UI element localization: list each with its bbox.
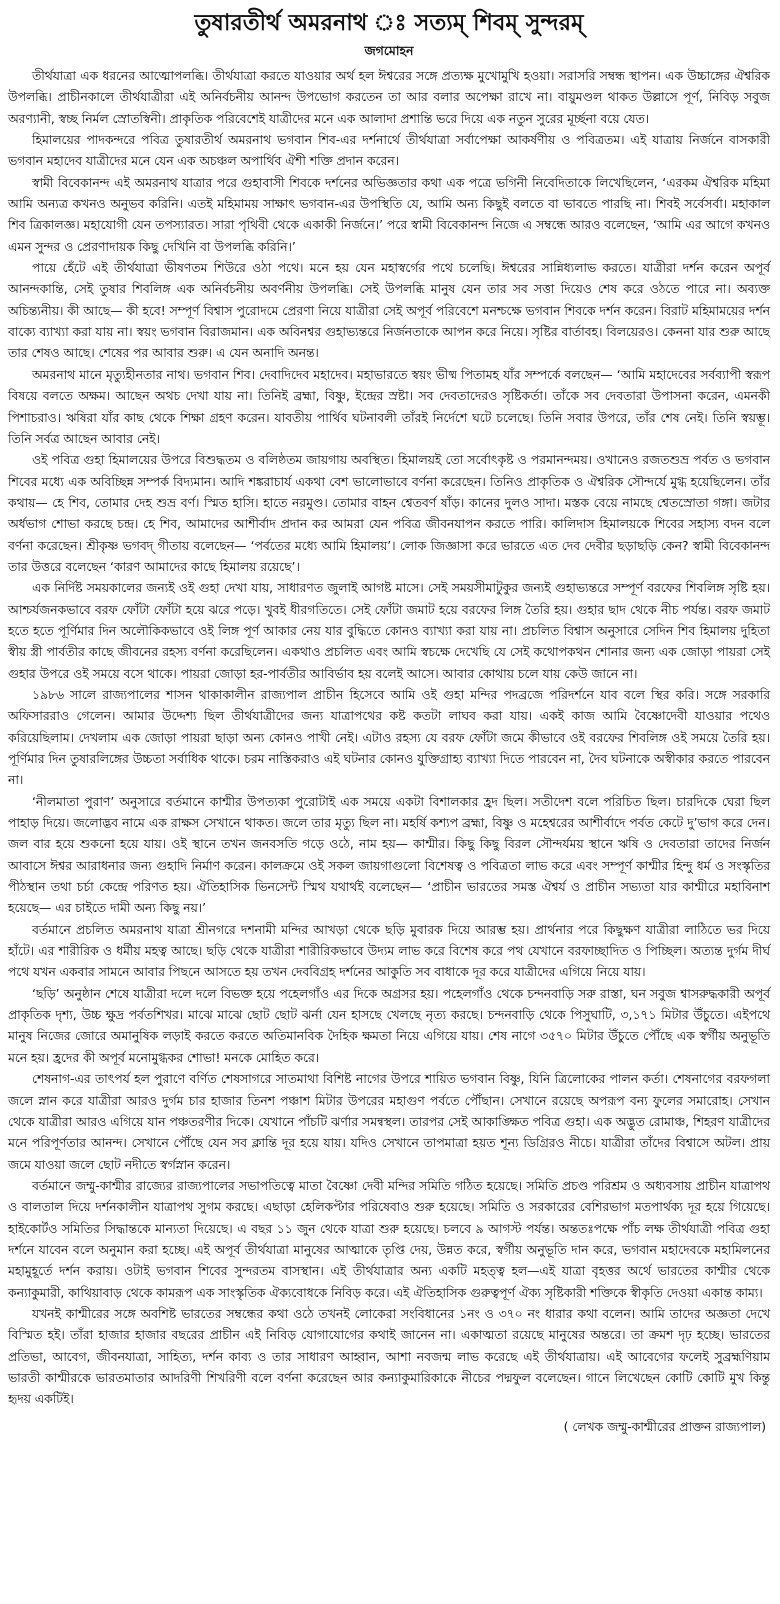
article-paragraph: বর্তমানে জম্মু-কাশ্মীর রাজ্যের রাজ্যপালের সভাপতিত্বে মাতা বৈষ্ণো দেবী মন্দির সমিতি গঠিত হয়েছে। সমিতি প্রচণ্ড পরিশ্রম ও অধ্যবসায় প্রাচীন যাত্রাপথ ও বালতাল দিয়ে দর্শনকালীন যাত্রাপথ সুগম করছে। এছাড়া হেলিকপ্টার পরিষেবাও শুরু হয়েছে। সমিতি ও সরকারের বেশিরভাগ মতপার্থক্য দূর হয়ে গিয়েছে। হাইকোর্টও সমিতির সিদ্ধান্তকে মান্যতা দিয়েছে। এ বছর ১১ জুন থেকে যাত্রা শুরু হয়েছে। চলবে ৯ আগস্ট পর্যন্ত। অন্ততঃপক্ষে পাঁচ লক্ষ তীর্থযাত্রী পবিত্র গুহা দর্শনে যাবেন বলে অনুমান করা হচ্ছে। এই অপূর্ব তীর্থযাত্রা মানুষের আত্মাকে তৃপ্তি দেয়, উন্নত করে, স্বর্গীয় অনুভূতি দান করে, ভগবান মহাদেবকে মহামিলনের মহামুহূর্তে দর্শন করায়। ওটাই ভগবান শিবের সুন্দরতম বাসস্থান। এই তীর্থযাত্রার অন্য একটি মহত্ত্ব হল—এই যাত্রা বৃহত্তর অর্থে ভারতের কাশ্মীর থেকে কন্যাকুমারী, কাথিয়াবাড় থেকে কামরূপ এক সাংস্কৃতিক ঐক্যবোধকে নিবিড় করে। এই ঐতিহাসিক গুরুত্বপূর্ণ ঐক্য সৃষ্টিকারী শক্তিকে স্বীকৃতি দেওয়া একান্ত কাম্য। [8, 1178, 770, 1300]
article-paragraph: পায়ে হেঁটে এই তীর্থযাত্রা ভীষণতম শিউরে ওঠা পথে। মনে হয় যেন মহাস্বর্গের পথে চলেছি। ঈশ্বরের সান্নিধ্যলাভ করতে। যাত্রীরা দর্শন করেন অপূর্ব আনন্দকান্তি, সেই তুষার শিবলিঙ্গ এক অনির্বচনীয় অবর্ণনীয় উপলব্ধি। সেই উপলব্ধি মানুষ যেন তার সব সত্তা দিয়েও শেষ করে ওঠতে পারে না। অব্যক্ত অচিন্ত্যনীয়। কী আছে— কী হবে! সম্পূর্ণ বিশ্বাস পুরোদমে প্রেরণা নিয়ে যাত্রীরা সেই অপূর্ব পরিবেশে মনশ্চক্ষে ভগবান শিবকে দর্শন করেন। বিরাট মহিমাময়ের দর্শন বাক্যে ব্যাখ্যা করা যায় না। স্বয়ং ভগবান বিরাজমান। এক অবিনশ্বর গুহাভ্যন্তরে নির্জনতাকে আপন করে নিয়ে। সৃষ্টির বার্তাবহ। বিলয়েরও। কেননা যার শুরু আছে তার শেষও আছে। শেষের পর আবার শুরু। এ যেন অনাদি অনন্ত। [8, 261, 771, 361]
article-paragraph: শেষনাগ-এর তাৎপর্য হল পুরাণে বর্ণিত শেষসাগরে সাতমাথা বিশিষ্ট নাগের উপরে শায়িত ভগবান বিষ্ণু, যিনি ত্রিলোকের পালন কর্তা। শেষনাগের বরফগলা জলে স্নান করে যাত্রীরা আরও দুর্গম চার হাজার তিনশ পঞ্চাশ মিটার উপরের মহাগুণ পর্বতে পৌঁছান। সেখানে রয়েছে অপরূপ বন্য ফুলের সমারোহ। সেখান থেকে যাত্রীরা আরও এগিয়ে যান পঞ্চতরণীর দিকে। যেখানে পাঁচটি ঝর্ণার সমন্বস্থল। তারপর সেই আকাঙ্ক্ষিত পবিত্র গুহা। এক অদ্ভুত রোমাঞ্চ, শিহরণ যাত্রীদের মনে পরিপূর্ণতার আনন্দ। সেখানে পৌঁছে যেন সব ক্লান্তি দূর হয়ে যায়। যদিও সেখানে তাপমাত্রা হয়ত শূন্য ডিগ্রিরও নীচে। যাত্রীরা তাঁদের বিশ্বাসে অটল। প্রায় জমে যাওয়া জলে ছোট নদীতে স্বর্গস্নান করেন। [8, 1072, 770, 1172]
article-paragraph: বর্তমানে প্রচলিত অমরনাথ যাত্রা শ্রীনগরে দশনামী মন্দির আখড়া থেকে ছড়ি মুবারক দিয়ে আরম্ভ হয়। প্রার্থনার পরে কিছুক্ষণ যাত্রীরা লাঠিতে ভর দিয়ে হাঁটে। এর শারীরিক ও ধর্মীয় মহত্ব আছে। ছড়ি থেকে যাত্রীরা শারীরিকভাবে উদ্যম লাভ করে বিশেষ করে পথ যেখানে বরফাচ্ছাদিত ও পিচ্ছিল। অত্যন্ত দুর্গম দীর্ঘ পথে যখন একবার সামনে আবার পিছনে আসতে হয় তখন দেববিগ্রহ দর্শনের আকুতি সব বাধাকে দূর করে যাত্রীদের এগিয়ে নিয়ে যায়। [8, 922, 770, 980]
article-paragraph: তীর্থযাত্রা এক ধরনের আত্মোপলব্ধি। তীর্থযাত্রা করতে যাওয়ার অর্থ হল ঈশ্বরের সঙ্গে প্রত্যক্ষ মুখোমুখি হওয়া। সরাসরি সম্বন্ধ স্থাপন। এক উচ্চাঙ্গের ঐশ্বরিক উপলব্ধি। প্রাচীনকালে তীর্থযাত্রীরা এই অনির্বচনীয় আনন্দ উপভোগ করতেন তা আর বলার অপেক্ষা রাখে না। বায়ুমণ্ডল থাকত উল্লাসে পূর্ণ, নিবিড় সবুজ অরণ্যানী, স্বচ্ছ নির্মল স্রোতস্বিনী। প্রাকৃতিক পরিবেশেই যাত্রীদের মনে এক আলাদা প্রশান্তি ভরে দিয়ে এক নতুন সুরের মূর্চ্ছনা বয়ে যেত। [8, 69, 770, 126]
article-paragraph: ওই পবিত্র গুহা হিমালয়ের উপরে বিশুদ্ধতম ও বলিষ্ঠতম জায়গায় অবস্থিত। হিমালয়ই তো সর্বোৎকৃষ্ট ও পরমানন্দময়। ওখানেও রজতশুভ্র পর্বত ও ভগবান শিবের মধ্যে এক অবিচ্ছিন্ন সম্পর্ক বিদ্যমান। আদি শঙ্করাচার্য একথা বেশ ভালোভাবে বর্ণনা করেছেন। তিনিও প্রাকৃতিক ও ঐশ্বরিক সৌন্দর্যে মুগ্ধ হয়েছিলেন। তাঁর কথায়— হে শিব, তোমার দেহ শুভ্র বর্ণ। স্মিত হাসি। হাতে নরমুণ্ড। তোমার বাহন শ্বেতবর্ণ ষাঁড়। কানের দুলও সাদা। মস্তক বেয়ে নামছে শ্বেতস্রোতা গঙ্গা। জটার অর্ধভাগ শোভা করছে চন্দ্র। হে শিব, আমাদের আশীর্বাদ প্রদান কর আমরা যেন পবিত্র জীবনযাপন করতে পারি। কালিদাস হিমালয়কে শিবের সহাস্য বদন বলে বর্ণনা করেছেন। শ্রীকৃষ্ণ ভগবদ্ গীতায় বলেছেন— ‘পর্বতের মধ্যে আমি হিমালয়’। লোক জিজ্ঞাসা করে ভারতে এত দেব দেবীর ছড়াছড়ি কেন? স্বামী বিবেকানন্দ তার উত্তরে বলেছেন ‘কারণ আমাদের কাছে হিমালয় রয়েছে’। [8, 453, 770, 574]
article-paragraph: স্বামী বিবেকানন্দ এই অমরনাথ যাত্রার পরে গুহাবাসী শিবকে দর্শনের অভিজ্ঞতার কথা এক পত্রে ভগিনী নিবেদিতাকে লিখেছিলেন, ‘এরকম ঐশ্বরিক মহিমা আমি অন্যত্র কখনও অনুভব করিনি। এতই মহিমাময় সাক্ষাৎ ভগবান-এর উপস্থিতি যে, আমি অন্য কিছুই বলতে বা ভাবতে পারছি না। শিবই সর্বেসর্বা। মহাকাল শিব ত্রিকালজ্ঞ। মহাযোগী যেন তপস্যারত। সারা পৃথিবী থেকে একাকী নির্জনে।’ পরে স্বামী বিবেকানন্দ নিজে এ সম্বন্ধে আরও বলেছেন, ‘আমি এর আগে কখনও এমন সুন্দর ও প্রেরণাদায়ক কিছু দেখিনি বা উপলব্ধি করিনি।’ [8, 175, 770, 254]
article-paragraph: ১৯৮৬ সালে রাজ্যপালের শাসন থাকাকালীন রাজ্যপাল প্রাচীন হিসেবে আমি ওই গুহা মন্দির পদব্রজে পরিদর্শনে যাব বলে স্থির করি। সঙ্গে সরকারি অফিসাররাও গেলেন। আমার উদ্দেশ্য ছিল তীর্থযাত্রীদের জন্য যাত্রাপথের কষ্ট কতটা লাঘব করা যায়। একই কাজ আমি বৈষ্ণোদেবী যাওয়ার পথেও করিয়েছিলাম। দেখলাম এক জোড়া পায়রা ছাড়া অন্য কোনও পাখী নেই। এটাও রহস্য যে বরফ ফোঁটা জমে কীভাবে ওই বরফের শিবলিঙ্গ ওই সময়ে তৈরি হয়। পূর্ণিমার দিন তুষারলিঙ্গের উচ্চতা সর্বাধিক থাকে। চরম নাস্তিকরাও এই ঘটনার কোনও যুক্তিগ্রাহ্য ব্যাখ্যা দিতে পারবেন না, দৈব ঘটনাকে অস্বীকার করতে পারবেন না। [8, 687, 770, 788]
author-byline: ( লেখক জম্মু-কাশ্মীরের প্রাক্তন রাজ্যপাল) [563, 1419, 766, 1434]
article-paragraph: ‘নীলমাতা পুরাণ’ অনুসারে বর্তমানে কাশ্মীর উপত্যকা পুরোটাই এক সময়ে একটা বিশালকার হ্রদ ছিল। সতীদেশ বলে পরিচিত ছিল। চারদিকে ঘেরা ছিল পাহাড় দিয়ে। জলোদ্ভব নামে এক রাক্ষস সেখানে থাকত। জলে তার মৃত্যু ছিল না। মহর্ষি কশ্যপ ব্রহ্মা, বিষ্ণু ও মহেশ্বরের আশীর্বাদে পর্বত কেটে দু’ভাগ করে দেন। জল বার হয়ে শুকনো হয়ে যায়। ওই স্থানে তখন জনবসতি গড়ে ওঠে, নাম হয়— কাশ্মীর। কিছু কিছু বিরল সৌন্দর্যময় স্থানে ঋষি ও দেবতারা তাদের নির্জন আবাসে ঈশ্বর আরাধনার জন্য গুহাদি নির্মাণ করেন। কালক্রমে ওই সকল জায়গাগুলো বিশেষত্ব ও পবিত্রতা লাভ করে এবং সম্পূর্ণ কাশ্মীর হিন্দু ধর্ম ও সংস্কৃতির পীঠস্থান তথা চর্চা কেন্দ্রে পরিণত হয়। ঐতিহাসিক ভিনসেন্ট স্মিথ যথার্থই বলেছেন— ‘প্রাচীন ভারতের সমস্ত ঐশ্বর্য ও প্রাচীন সভ্যতা যার কাশ্মীরে মহাবিনাশ হয়েছে— এর চাইতে দামী অন্য কিছু নয়।’ [8, 794, 770, 916]
article-author: জগমোহন [364, 43, 414, 58]
article-body [8, 66, 770, 1411]
article-paragraph: যখনই কাশ্মীরের সঙ্গে অবশিষ্ট ভারতের সম্বন্ধের কথা ওঠে তখনই লোকেরা সংবিধানের ১নং ও ৩৭০ নং ধারার কথা বলেন। আমি তাদের অজ্ঞতা দেখে বিস্মিত হই। তাঁরা হাজার হাজার বছরের প্রাচীন এই নিবিড় যোগাযোগের কথাই জানেন না। একাত্মতা রয়েছে মানুষের অন্তরে। তা ক্রমশ দৃঢ় হচ্ছে। ভারতের প্রতিভা, আবেগ, জীবনযাত্রা, সাহিত্য, দর্শন কাব্য ও তার সাধারণ আহ্বান, আশা নবজন্ম লাভ করেছে এই তীর্থযাত্রায়। এই আবেগের ফলেই সুব্রহ্মণিয়াম ভারতী কাশ্মীরকে ভারতমাতার আদরিণী শিখরিণী বলে বর্ণনা করেছেন আর কন্যাকুমারিকাকে নীচের পদ্মফুল বলেছেন। গানে লিখেছেন কোটি কোটি মুখ কিন্তু হৃদয় একটিই। [8, 1306, 770, 1407]
article-paragraph: অমরনাথ মানে মৃত্যুহীনতার নাথ। ভগবান শিব। দেবাদিদেব মহাদেব। মহাভারতে স্বয়ং ভীষ্ম পিতামহ যাঁর সম্পর্কে বলছেন— ‘আমি মহাদেবের সর্বব্যাপী স্বরূপ বিষয়ে বলতে অক্ষম। আছেন অথচ দেখা যায় না। তিনিই ব্রহ্মা, বিষ্ণু, ইন্দ্রের স্রষ্টা। সব দেবতাদেরও সৃষ্টিকর্তা। তাঁকে সব দেবতারা উপাসনা করেন, এমনকী পিশাচরাও। ঋষিরা যাঁর কাছ থেকে শিক্ষা গ্রহণ করেন। যাবতীয় পার্থিব ঘটনাবলী তাঁরই নির্দেশে ঘটে চলেছে। তিনি সবার উপরে, তাঁর শেষ নেই। তিনি স্বয়ম্ভূ। তিনি সর্বত্র আছেন আবার নেই। [8, 367, 770, 446]
article-paragraph: ‘ছড়ি’ অনুষ্ঠান শেষে যাত্রীরা দলে দলে বিভক্ত হয়ে পহেলগাঁও এর দিকে অগ্রসর হয়। পহেলগাঁও থেকে চন্দনবাড়ি সরু রাস্তা, ঘন সবুজ শ্বাসরুদ্ধকারী অপূর্ব প্রাকৃতিক দৃশ্য, উচ্চ ক্ষুদ্র পর্বতশিখর। মাঝে মাঝে ছোট ছোট ঝর্না যেন হাসছে খেলছে নৃত্য করছে। চন্দনবাড়ি থেকে পিসুঘাটি, ৩,১৭১ মিটার উঁচুতে। এইপথে মানুষ নিজের জোরে অমানুষিক লড়াই করতে করতে অতিমানবিক দৈহিক ক্ষমতা নিয়ে এগিয়ে যায়। শেষ নাগে ৩৫৭০ মিটার উঁচুতে পৌঁছে এক স্বর্গীয় অনুভূতি মনে হয়। হ্রদের কী অপূর্ব মনোমুগ্ধকর শোভা! মনকে মোহিত করে। [8, 986, 771, 1065]
article-paragraph: এক নির্দিষ্ট সময়কালের জন্যই ওই গুহা দেখা যায়, সাধারণত জুলাই আগষ্ট মাসে। সেই সময়সীমাটুকুর জন্যই গুহাভ্যন্তরে সম্পূর্ণ বরফের শিবলিঙ্গ সৃষ্টি হয়। আশ্চর্যজনকভাবে বরফ ফোঁটা ফোঁটা হয়ে ঝরে পড়ে। খুবই ধীরগতিতে। সেই ফোঁটা জমাট হয়ে বরফের লিঙ্গ তৈরি হয়। গুহার ছাদ থেকে নীচ পর্যন্ত। বরফ জমাট হতে হতে পূর্ণিমার দিন অলৌকিকভাবে ওই লিঙ্গ পূর্ণ আকার নেয় যার বুদ্ধিতে কোনও ব্যাখ্যা করা যায় না। প্রচলিত বিশ্বাস অনুসারে সেদিন শিব হিমালয় দুহিতা স্বীয় স্ত্রী পার্বতীর কাছে জীবনের রহস্য বর্ণনা করেছিলেন। একথাও প্রচলিত এবং আমি স্বচক্ষে দেখেছি যে সেই কথোপকথন শোনার জন্য এক জোড়া পায়রা সেই গুহার উপরে ওই সময়ে বসে থাকে। পায়রা জোড়া হর-পার্বতীর আবির্ভাব হয় বলেই আসে। আবার কোথায় চলে যায় কেউ জানে না। [8, 581, 770, 681]
article-title: তুষারতীর্থ অমরনাথ ঃ সত্যম্ শিবম্ সুন্দরম্ [194, 10, 584, 36]
article-paragraph: হিমালয়ের পাদকন্দরে পবিত্র তুষারতীর্থ অমরনাথ ভগবান শিব-এর দর্শনার্থে তীর্থযাত্রা সর্বাপেক্ষা আকর্ষণীয় ও পবিত্রতম। এই যাত্রায় নির্জনে বাসকারী ভগবান মহাদেব যাত্রীদের মনে যেন এক অচঞ্চল অপার্থিব ঐশী শক্তি প্রদান করেন। [8, 133, 770, 169]
